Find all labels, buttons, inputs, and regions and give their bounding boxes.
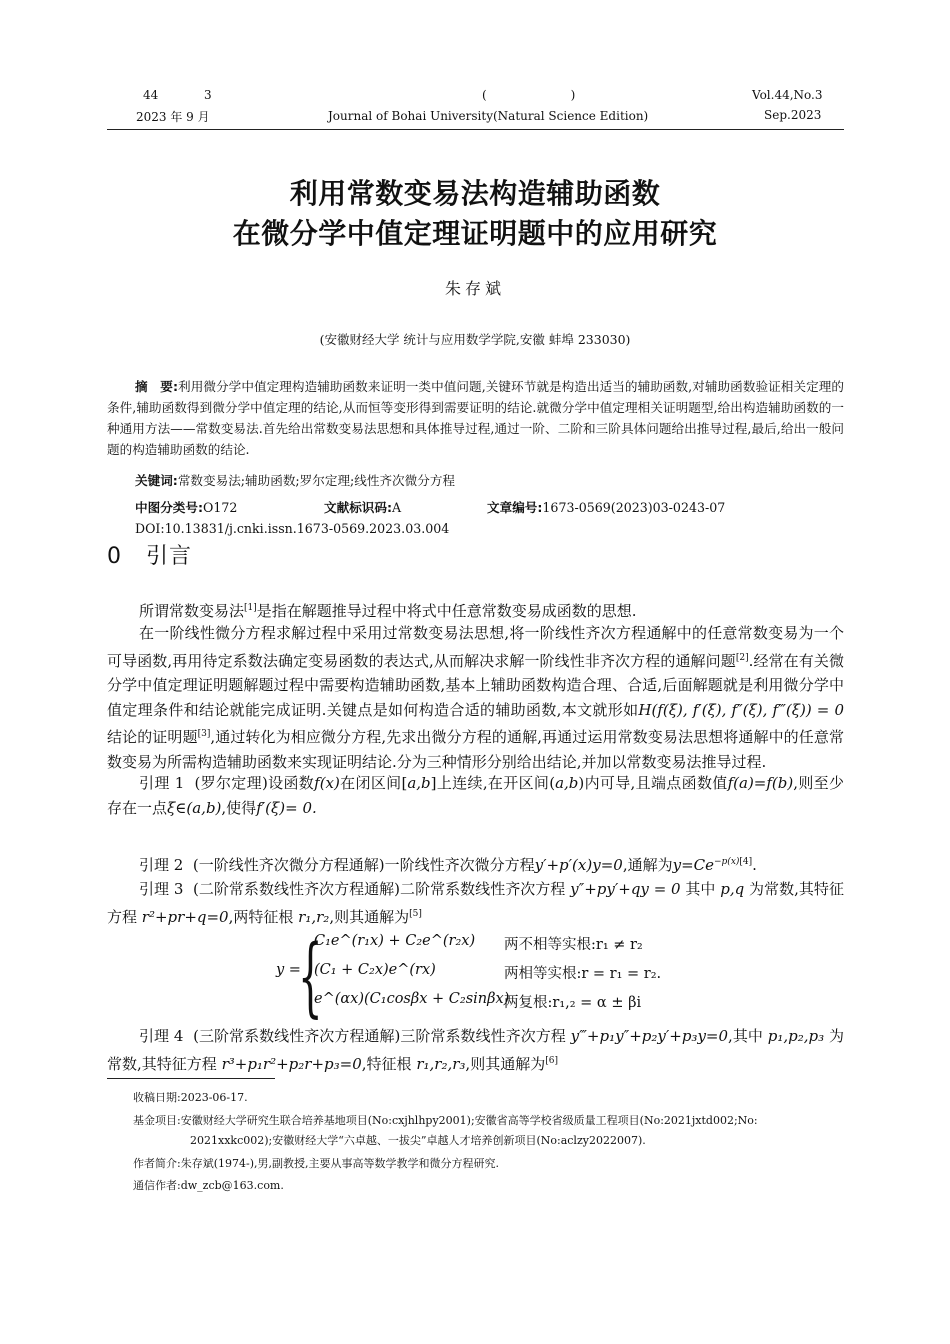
- equation-brace: {: [298, 927, 323, 1027]
- keywords-label: 关键词:: [135, 473, 178, 488]
- section-heading: 0 引言: [107, 544, 193, 569]
- equation-case-3: e^(αx)(C₁cosβx + C₂sinβx): [314, 991, 510, 1007]
- doi: DOI:10.13831/j.cnki.issn.1673-0569.2023.03.004: [135, 521, 450, 536]
- article-number: 文章编号:1673-0569(2023)03-0243-07: [487, 500, 726, 515]
- footnote-received: 收稿日期:2023-06-17.: [133, 1091, 248, 1104]
- footnote-email: 通信作者:dw_zcb@163.com.: [133, 1179, 284, 1192]
- abstract-label: 摘 要:: [135, 379, 178, 394]
- title-line-1: 利用常数变易法构造辅助函数: [289, 177, 661, 210]
- footnote-fund: 基金项目:安徽财经大学研究生联合培养基地项目(No:cxjhlhpy2001);安徽省高等学校省级质量工程项目(No:2021jxtd002;No:: [133, 1114, 758, 1127]
- lemma-3: 引理 3 (二阶常系数线性齐次方程通解)二阶常系数线性齐次方程 y″+py′+qy = 0 其中 p,q 为常数,其特征方程 r²+pr+q=0,两特征根 r₁,r₂,则其通解为[5]: [107, 880, 844, 926]
- footnote-bio: 作者简介:朱存斌(1974-),男,副教授,主要从事高等数学教学和微分方程研究.: [133, 1157, 499, 1170]
- title-line-2: 在微分学中值定理证明题中的应用研究: [232, 217, 718, 250]
- keywords: [135, 470, 455, 489]
- equation-case-1: C₁e^(r₁x) + C₂e^(r₂x): [314, 933, 476, 949]
- header-journal-en: Journal of Bohai University(Natural Science Edition): [328, 109, 649, 123]
- paragraph-2: 在一阶线性微分方程求解过程中采用过常数变易法思想,将一阶线性齐次方程通解中的任意常数变易为一个可导函数,再用待定系数法确定变易函数的表达式,从而解决求解一阶线性非齐次方程的通解问题[2].经常在有关微分学中值定理证明题解题过程中需要构造辅助函数,基本上辅助函数构造合理、合适,后面解题就是利用微分学中值定理条件和结论就能完成证明.关键点是如何构造合适的辅助函数,本文就形如H(f(ξ), f′(ξ), f″(ξ), f‴(ξ)) = 0结论的证明题[3],通过转化为相应微分方程,先求出微分方程的通解,再通过运用常数变易法思想将通解中的任意常数变易为所需构造辅助函数来实现证明结论.分为三种情形分别给出结论,并加以常数变易法推导过程.: [107, 624, 844, 771]
- header-vol-en: Vol.44,No.3: [752, 88, 823, 102]
- doc-code: 文献标识码:A: [324, 500, 402, 515]
- footnote-rule: [107, 1078, 275, 1079]
- lemma-1: 引理 1 (罗尔定理)设函数f(x)在闭区间[a,b]上连续,在开区间(a,b)内可导,且端点函数值f(a)=f(b),则至少存在一点ξ∈(a,b),使得f′(ξ)= 0.: [107, 774, 844, 817]
- equation-cond-2: 两相等实根:r = r₁ = r₂.: [504, 966, 662, 982]
- header-rule: [107, 129, 844, 130]
- header-date-en: Sep.2023: [764, 108, 822, 122]
- lemma-2: 引理 2 (一阶线性齐次微分方程通解)一阶线性齐次微分方程y′+p′(x)y=0,通解为$y=Ce^{-p(x)[4]}$.: [139, 856, 757, 874]
- equation-cond-3: 两复根:r₁,₂ = α ± βi: [504, 995, 642, 1011]
- clc: 中图分类号:O172: [135, 500, 238, 515]
- abstract: [107, 376, 844, 460]
- header-date-cn: 2023 年 9 月: [136, 110, 210, 124]
- equation-case-2: (C₁ + C₂x)e^(rx): [314, 962, 436, 978]
- header-journal-cn: ( ): [482, 88, 576, 102]
- author: 朱存斌: [444, 279, 505, 298]
- keywords-text: 常数变易法;辅助函数;罗尔定理;线性齐次微分方程: [177, 473, 456, 488]
- equation-cond-1: 两不相等实根:r₁ ≠ r₂: [504, 937, 643, 953]
- affiliation: (安徽财经大学 统计与应用数学学院,安徽 蚌埠 233030): [319, 332, 631, 347]
- footnote-fund-cont: 2021xxkc002);安徽财经大学“六卓越、一拔尖”卓越人才培养创新项目(No:aclzy2022007).: [190, 1134, 646, 1147]
- abstract-text: 利用微分学中值定理构造辅助函数来证明一类中值问题,关键环节就是构造出适当的辅助函数,对辅助函数验证相关定理的条件,辅助函数得到微分学中值定理的结论,从而恒等变形得到需要证明的结论.就微分学中值定理相关证明题型,给出构造辅助函数的一种通用方法——常数变易法.首先给出常数变易法思想和具体推导过程,通过一阶、二阶和三阶具体问题给出推导过程,最后,给出一般问题的构造辅助函数的结论.: [107, 379, 844, 457]
- header-volume: 44 3: [143, 88, 212, 102]
- lemma-4: 引理 4 (三阶常系数线性齐次方程通解)三阶常系数线性齐次方程 y‴+p₁y″+p₂y′+p₃y=0,其中 p₁,p₂,p₃ 为常数,其特征方程 r³+p₁r²+p₂r+p₃=0,特征根 r₁,r₂,r₃,则其通解为[6]: [107, 1027, 844, 1073]
- paragraph-1: 所谓常数变易法[1]是指在解题推导过程中将式中任意常数变易成函数的思想.: [139, 602, 637, 620]
- equation-lhs: y =: [276, 962, 301, 978]
